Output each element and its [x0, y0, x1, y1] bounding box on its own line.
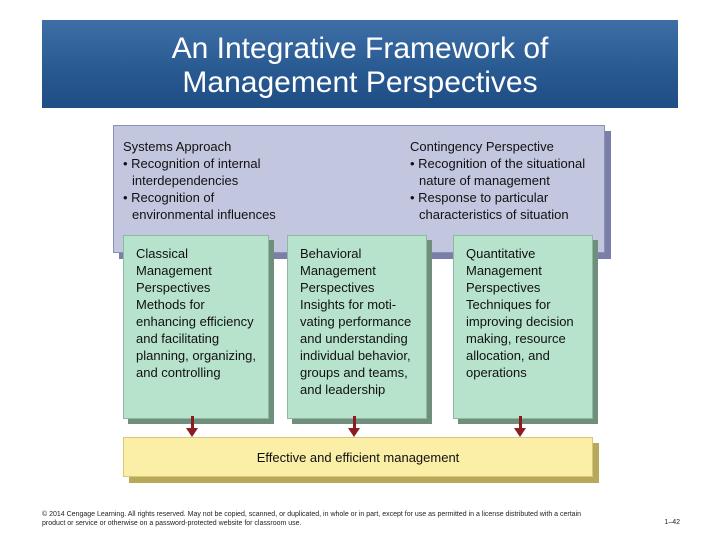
- page-number: 1–42: [664, 519, 680, 526]
- systems-approach-heading: Systems Approach: [123, 139, 232, 154]
- copyright-notice: © 2014 Cengage Learning. All rights reserved. May not be copied, scanned, or duplicated, in whole or in part, except for use as permitted in a license distributed with a certain product or service or otherwise on a password-protected website for classroom use.: [42, 511, 582, 527]
- quantitative-box: [453, 235, 593, 419]
- quantitative-body: Techniques for improving decision making, resource allocation, and operations: [466, 297, 574, 380]
- title-line-2: Management Perspectives: [182, 66, 538, 99]
- title-banner: [42, 20, 678, 108]
- contingency-bullet: • Response to particular characteristics of situation: [410, 190, 569, 222]
- outcome-box: [123, 437, 593, 477]
- behavioral-title: Behavioral Management Perspectives: [300, 246, 376, 295]
- title-line-1: An Integrative Framework of: [171, 32, 549, 65]
- contingency-perspective: [410, 138, 602, 223]
- classical-title: Classical Management Perspectives: [136, 246, 212, 295]
- systems-bullet: • Recognition of environmental influences: [123, 190, 276, 222]
- systems-bullet: • Recognition of internal interdependencies: [123, 156, 261, 188]
- classical-body: Methods for enhancing efficiency and facilitating planning, organizing, and controlling: [136, 297, 256, 380]
- systems-approach: [123, 138, 298, 223]
- quantitative-title: Quantitative Management Perspectives: [466, 246, 542, 295]
- contingency-heading: Contingency Perspective: [410, 139, 554, 154]
- behavioral-box: [287, 235, 427, 419]
- outcome-label: Effective and efficient management: [256, 450, 460, 465]
- classical-box: [123, 235, 269, 419]
- contingency-bullet: • Recognition of the situational nature of management: [410, 156, 586, 188]
- behavioral-body: Insights for moti-vating performance and understanding individual behavior, groups and teams, and leadership: [300, 297, 412, 397]
